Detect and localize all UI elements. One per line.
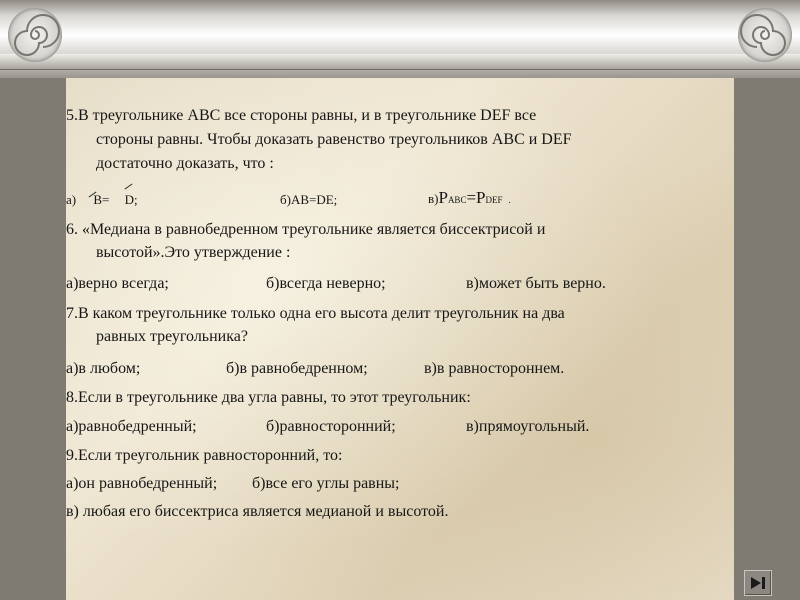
- q5-option-c-eq: =P: [466, 188, 486, 207]
- left-column: [0, 78, 66, 600]
- q5-option-a-b: В=: [93, 192, 110, 207]
- q5-option-c-p1: P: [438, 188, 448, 207]
- angle-icon: [125, 184, 133, 190]
- q9-line-1: 9.Если треугольник равносторонний, то:: [66, 447, 343, 464]
- q5-option-a: [66, 188, 138, 211]
- q6-line-2: высотой».Это утверждение :: [96, 244, 291, 261]
- q6-option-c: в)может быть верно.: [466, 275, 606, 292]
- q7-option-a: а)в любом;: [66, 360, 141, 377]
- capital-band: [0, 54, 800, 70]
- right-volute-icon: [738, 8, 792, 62]
- q9-option-b: б)все его углы равны;: [252, 475, 400, 492]
- left-volute-icon: [8, 8, 62, 62]
- q7-line-2: равных треугольника?: [96, 328, 248, 345]
- q7-option-c: в)в равностороннем.: [424, 360, 565, 377]
- q6-option-b: б)всегда неверно;: [266, 275, 386, 292]
- q5-option-b: б)АВ=DE;: [280, 192, 338, 207]
- q5-option-a-prefix: а): [66, 192, 77, 207]
- skip-to-end-button[interactable]: [744, 570, 772, 596]
- right-column: [734, 78, 800, 600]
- q8-option-b: б)равносторонний;: [266, 418, 396, 435]
- q8-option-c: в)прямоугольный.: [466, 418, 590, 435]
- ionic-capital-header: [0, 0, 800, 78]
- q5-option-a-d: D;: [124, 192, 138, 207]
- q9-option-c: в) любая его биссектриса является медианой и высотой.: [66, 503, 449, 520]
- q5-option-c-end: .: [508, 195, 511, 205]
- q5-line-1: 5.В треугольнике АВС все стороны равны, и в треугольнике DEF все: [66, 107, 537, 124]
- q5-option-c: [428, 186, 511, 212]
- q5-line-3: достаточно доказать, что :: [96, 155, 274, 172]
- q8-option-a: а)равнобедренный;: [66, 418, 197, 435]
- q5-option-c-sub2: DEF: [485, 195, 503, 205]
- q9-option-a: а)он равнобедренный;: [66, 475, 218, 492]
- q5-option-c-sub1: ABC: [447, 195, 467, 205]
- q7-line-1: 7.В каком треугольнике только одна его высота делит треугольник на два: [66, 305, 565, 322]
- q8-line-1: 8.Если в треугольнике два угла равны, то этот треугольник:: [66, 389, 471, 406]
- q5-line-2: стороны равны. Чтобы доказать равенство треугольников АВС и DEF: [96, 131, 572, 148]
- q6-option-a: а)верно всегда;: [66, 275, 169, 292]
- q7-option-b: б)в равнобедренном;: [226, 360, 368, 377]
- parchment-panel: [66, 78, 734, 600]
- skip-to-end-icon: [749, 575, 767, 591]
- q5-option-c-prefix: в): [428, 191, 439, 206]
- q6-line-1: 6. «Медиана в равнобедренном треугольнике является биссектрисой и: [66, 221, 546, 238]
